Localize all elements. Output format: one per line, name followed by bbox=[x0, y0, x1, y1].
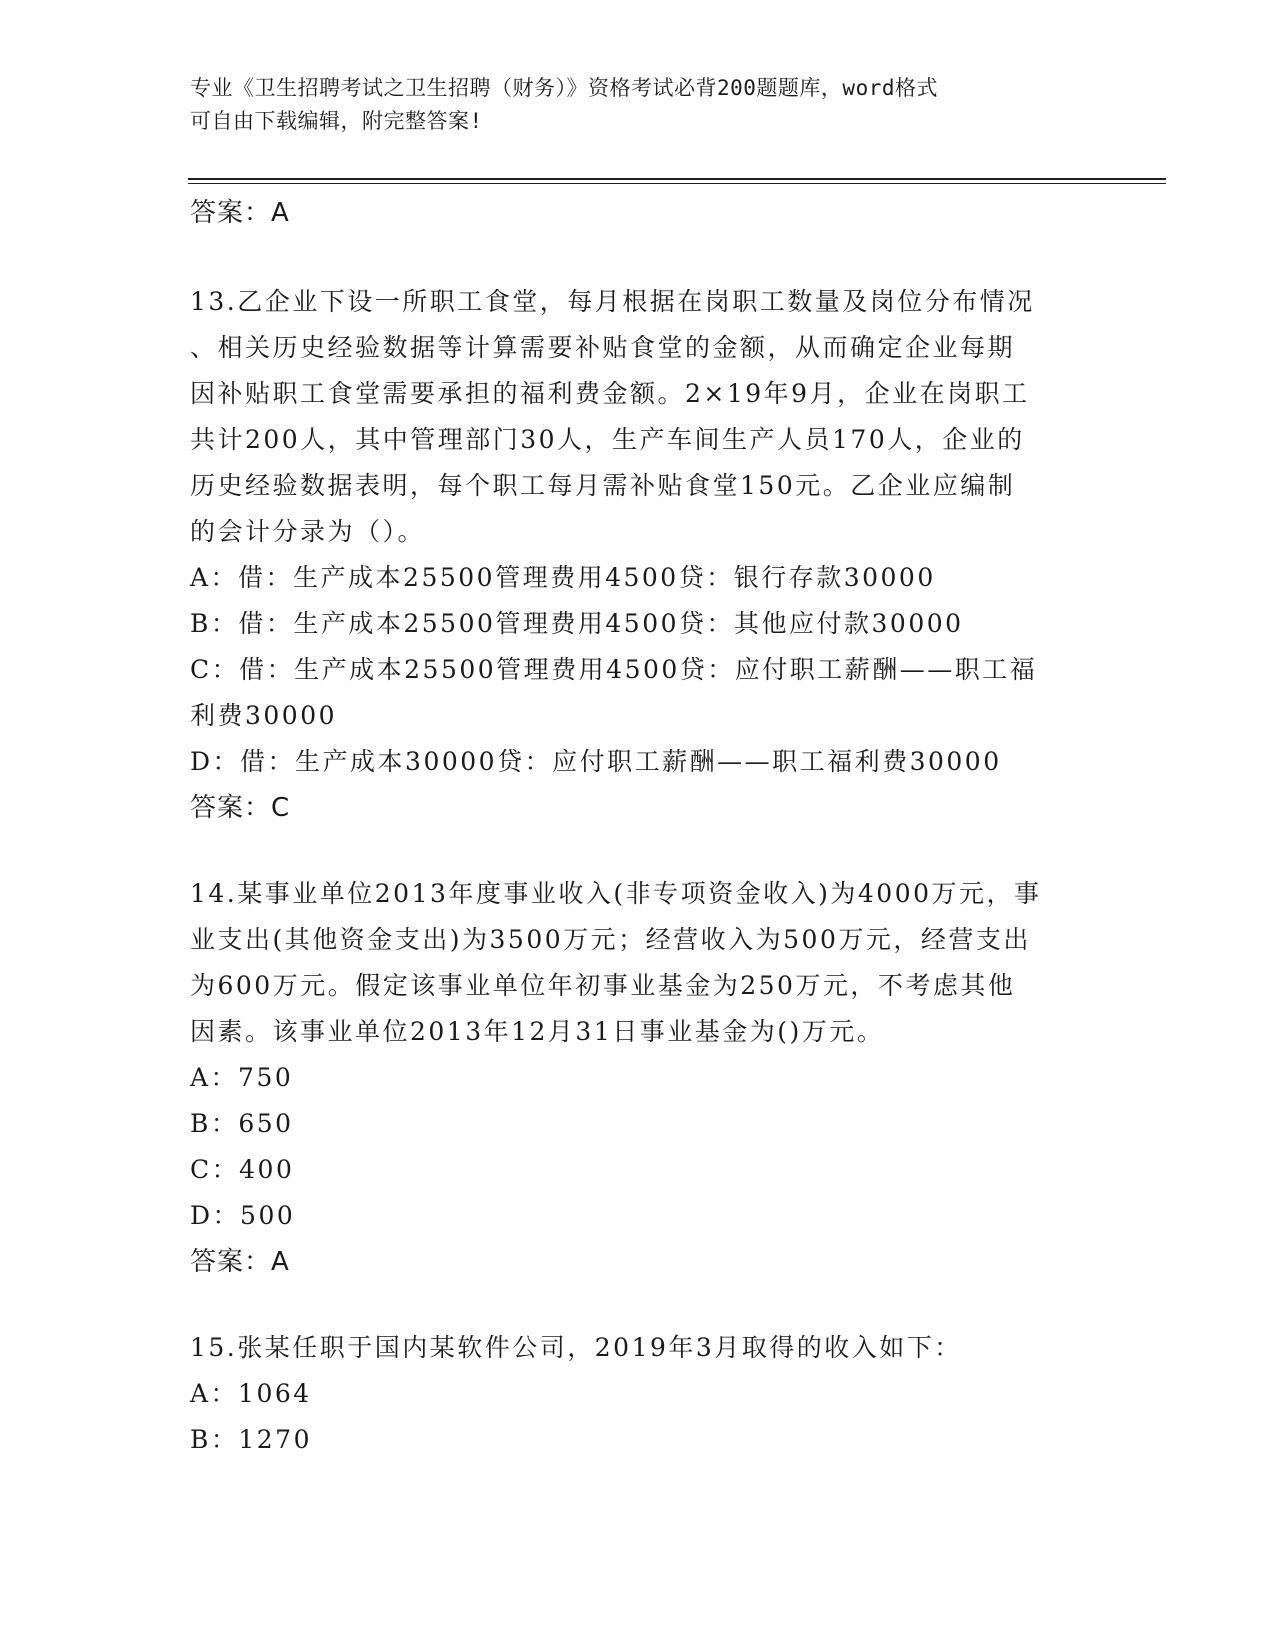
answer: 答案：A bbox=[190, 1247, 290, 1277]
option-d: D：500 bbox=[190, 1201, 296, 1230]
option-b: B：650 bbox=[190, 1109, 294, 1138]
previous-question-answer: 答案：A bbox=[190, 198, 290, 228]
answer: 答案：C bbox=[190, 793, 291, 823]
question-text-line: 共计200人，其中管理部门30人，生产车间生产人员170人，企业的 bbox=[190, 425, 1025, 454]
option-b: B：1270 bbox=[190, 1425, 312, 1454]
question-15 bbox=[190, 1325, 1090, 1463]
question-text-line: 15.张某任职于国内某软件公司，2019年3月取得的收入如下： bbox=[190, 1333, 962, 1362]
option-a: A：借：生产成本25500管理费用4500贷：银行存款30000 bbox=[190, 563, 936, 592]
question-text-line: 14.某事业单位2013年度事业收入(非专项资金收入)为4000万元，事 bbox=[190, 879, 1042, 908]
question-text-line: 业支出(其他资金支出)为3500万元；经营收入为500万元，经营支出 bbox=[190, 925, 1031, 954]
question-text-line: 、相关历史经验数据等计算需要补贴食堂的金额，从而确定企业每期 bbox=[190, 333, 1016, 362]
option-c-continued: 利费30000 bbox=[190, 701, 338, 730]
question-text-line: 历史经验数据表明，每个职工每月需补贴食堂150元。乙企业应编制 bbox=[190, 471, 1016, 500]
option-c: C：400 bbox=[190, 1155, 295, 1184]
option-d: D：借：生产成本30000贷：应付职工薪酬——职工福利费30000 bbox=[190, 747, 1002, 776]
question-text-line: 为600万元。假定该事业单位年初事业基金为250万元，不考虑其他 bbox=[190, 971, 1016, 1000]
option-a: A：750 bbox=[190, 1063, 294, 1092]
option-c: C：借：生产成本25500管理费用4500贷：应付职工薪酬——职工福 bbox=[190, 655, 1038, 684]
option-a: A：1064 bbox=[190, 1379, 312, 1408]
document-header bbox=[190, 72, 1070, 138]
question-text-line: 因补贴职工食堂需要承担的福利费金额。2×19年9月，企业在岗职工 bbox=[190, 379, 1030, 408]
question-text-line: 的会计分录为（）。 bbox=[190, 517, 426, 546]
option-b: B：借：生产成本25500管理费用4500贷：其他应付款30000 bbox=[190, 609, 964, 638]
question-text-line: 因素。该事业单位2013年12月31日事业基金为()万元。 bbox=[190, 1017, 885, 1046]
question-13 bbox=[190, 279, 1090, 831]
header-divider bbox=[188, 178, 1166, 180]
document-body bbox=[190, 190, 1090, 1463]
header-divider-thin bbox=[188, 183, 1166, 184]
question-14 bbox=[190, 871, 1090, 1285]
header-title-line-1: 专业《卫生招聘考试之卫生招聘（财务）》资格考试必背200题题库，word格式 bbox=[190, 76, 938, 100]
header-title-line-2: 可自由下载编辑，附完整答案! bbox=[190, 109, 483, 133]
question-text-line: 13.乙企业下设一所职工食堂，每月根据在岗职工数量及岗位分布情况 bbox=[190, 287, 1035, 316]
